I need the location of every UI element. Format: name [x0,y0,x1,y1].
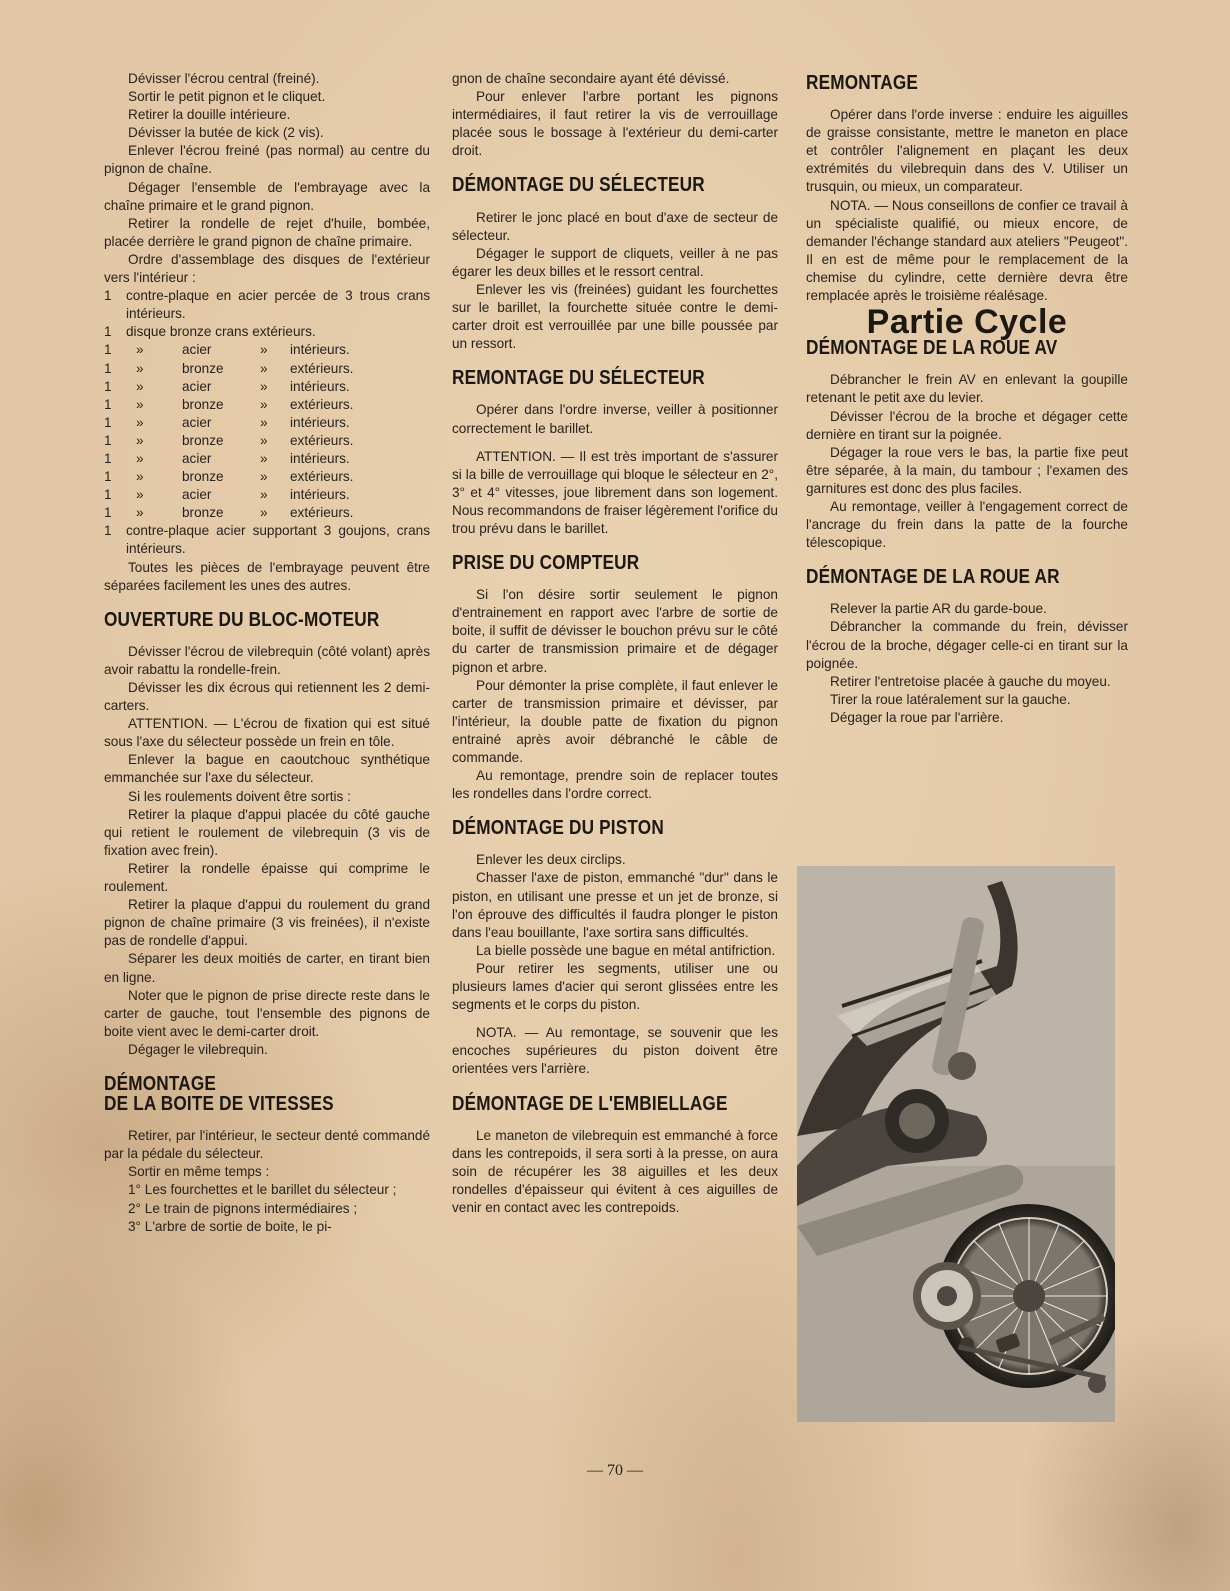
paragraph: Enlever les deux circlips. [476,852,626,868]
paragraph: Dégager la roue par l'arrière. [830,709,1004,725]
paragraph: 1° Les fourchettes et le barillet du sélecteur ; [128,1182,397,1198]
paragraph: Ordre d'assemblage des disques de l'extérieur vers l'intérieur : [104,251,430,286]
disc-row: 1 » acier » intérieurs. [104,342,350,358]
section-heading: OUVERTURE DU BLOC-MOTEUR [104,608,380,631]
paragraph: 3° L'arbre de sortie de boite, le pi- [128,1218,332,1234]
paragraph: Si l'on désire sortir seulement le pignon d'entrainement en rapport avec l'arbre de sortie de boite, il suffit de dévisser le bouchon prévu sur le côté du carter de transmission primaire et de dégager pignon et arbre. [452,587,778,675]
paragraph: Pour retirer les segments, utiliser une ou plusieurs lames d'acier qui seront glissées entre les segments et le corps du piston. [452,960,778,1013]
disc-row: 1 » bronze » extérieurs. [104,360,354,376]
disc-text: contre-plaque en acier percée de 3 trous crans intérieurs. [126,288,430,322]
section-heading: DÉMONTAGE DE LA ROUE AV [806,337,1058,360]
photo-illustration [797,866,1115,1422]
section-heading: DÉMONTAGE DU SÉLECTEUR [452,174,705,197]
disc-count: 1 [104,523,112,539]
column-middle [452,70,778,1217]
disc-item-first [104,287,430,323]
paragraph: Débrancher le frein AV en enlevant la goupille retenant le petit axe du levier. [806,372,1128,406]
paragraph: Pour démonter la prise complète, il faut enlever le carter de transmission primaire et dévisser, par l'intérieur, la double patte de fixation du pignon entrainé après avoir débranché le câble de commande. [452,677,778,765]
paragraph: Retirer la rondelle de rejet d'huile, bombée, placée derrière le grand pignon de chaîne primaire. [104,215,430,249]
wheel-removal-photo [797,866,1115,1422]
paragraph: Le maneton de vilebrequin est emmanché à force dans les contrepoids, il sera sorti à la presse, on aura soin de récupérer les 38 aiguilles et les deux rondelles d'épaisseur qui évitent à ces aiguilles de venir en contact avec les contrepoids. [452,1127,778,1215]
paragraph: Retirer la douille intérieure. [128,107,291,123]
paragraph: ATTENTION. — Il est très important de s'assurer si la bille de verrouillage qui bloque le sélecteur en 2°, 3° et 4° vitesses, joue librement dans son logement. Nous recommandons de fraiser légèrement l'orifice du trou prévu dans le barillet. [452,448,778,536]
paragraph: Dégager l'ensemble de l'embrayage avec la chaîne primaire et le grand pignon. [104,179,430,213]
section-heading: DÉMONTAGE [104,1072,217,1095]
paragraph: Enlever l'écrou freiné (pas normal) au centre du pignon de chaîne. [104,143,430,177]
section-heading: DÉMONTAGE DE LA ROUE AR [806,566,1060,589]
paragraph: Débrancher la commande du frein, dévisser l'écrou de la broche, dégager celle-ci en tirant sur la poignée. [806,619,1128,671]
disc-row: 1 » bronze » extérieurs. [104,396,354,412]
paragraph: Au remontage, veiller à l'engagement correct de l'ancrage du frein dans la patte de la fourche télescopique. [806,498,1128,551]
paragraph: Sortir en même temps : [128,1164,270,1180]
paragraph: 2° Le train de pignons intermédiaires ; [128,1200,358,1216]
paragraph: Dévisser la butée de kick (2 vis). [128,125,324,141]
paragraph: La bielle possède une bague en métal antifriction. [476,942,776,958]
paragraph: Dévisser l'écrou central (freiné). [128,71,320,86]
paragraph: Opérer dans l'ordre inverse, veiller à positionner correctement le barillet. [452,402,778,436]
section-heading: DÉMONTAGE DU PISTON [452,817,664,840]
disc-row: 1 » bronze » extérieurs. [104,432,354,448]
disc-count: 1 [104,324,112,340]
disc-row: 1 » acier » intérieurs. [104,450,350,466]
disc-row: 1 » acier » intérieurs. [104,487,350,503]
paragraph: Enlever les vis (freinées) guidant les fourchettes sur le barillet, la fourchette située contre le demi-carter droit est verrouillée par une bille poussée par un ressort. [452,281,778,352]
paragraph: Relever la partie AR du garde-boue. [830,601,1047,617]
section-heading: REMONTAGE DU SÉLECTEUR [452,367,705,390]
paragraph: Toutes les pièces de l'embrayage peuvent être séparées facilement les unes des autres. [104,559,430,593]
paragraph: Retirer l'entretoise placée à gauche du moyeu. [830,673,1111,689]
paragraph: Dévisser l'écrou de vilebrequin (côté volant) après avoir rabattu la rondelle-frein. [104,643,430,677]
disc-row: 1 » bronze » extérieurs. [104,505,354,521]
paragraph: Retirer la plaque d'appui du roulement du grand pignon de chaîne primaire (3 vis freinées), il n'existe pas de rondelle d'appui. [104,897,430,949]
paragraph: ATTENTION. — L'écrou de fixation qui est situé sous l'axe du sélecteur possède un frein en tôle. [104,716,430,750]
paragraph: Retirer, par l'intérieur, le secteur denté commandé par la pédale du sélecteur. [104,1128,430,1162]
column-right [806,70,1128,727]
paragraph: Dégager le support de cliquets, veiller à ne pas égarer les deux billes et le ressort central. [452,245,778,279]
paragraph: NOTA. — Nous conseillons de confier ce travail à un spécialiste qualifié, ou mieux encore, de demander l'échange standard aux ateliers "Peugeot". Il en est de même pour le remplacement de la chemise du cylindre, cette dernière devra être remplacée après le troisième réalésage. [806,197,1128,304]
paragraph: Dévisser l'écrou de la broche et dégager cette dernière en tirant sur la poignée. [806,408,1128,442]
paragraph: Tirer la roue latéralement sur la gauche. [830,691,1071,707]
paragraph: Dévisser les dix écrous qui retiennent les 2 demi-carters. [104,680,430,714]
paragraph: Noter que le pignon de prise directe reste dans le carter de gauche, tout l'ensemble des pignons de boite vient avec le demi-carter droit. [104,987,430,1039]
column-left [104,70,430,1236]
disc-item-last [104,522,430,558]
paragraph: Si les roulements doivent être sortis : [128,788,351,804]
section-heading: DÉMONTAGE DE L'EMBIELLAGE [452,1092,728,1115]
section-heading: DE LA BOITE DE VITESSES [104,1093,334,1116]
disc-row: 1 » acier » intérieurs. [104,378,350,394]
page-number: — 70 — [587,1462,643,1479]
disc-text: disque bronze crans extérieurs. [126,324,316,340]
disc-row: 1 » bronze » extérieurs. [104,469,354,485]
disc-count: 1 [104,288,112,304]
section-heading: REMONTAGE [806,72,919,94]
paragraph: Dégager la roue vers le bas, la partie fixe peut être séparée, à la main, du tambour ; l'examen des garnitures est donc des plus faciles. [806,444,1128,496]
paragraph: Au remontage, prendre soin de replacer toutes les rondelles dans l'ordre correct. [452,768,778,802]
paragraph: NOTA. — Au remontage, se souvenir que les encoches supérieures du piston doivent être orientées vers l'arrière. [452,1025,778,1077]
disc-text: contre-plaque acier supportant 3 goujons, crans intérieurs. [126,523,430,557]
section-heading: PRISE DU COMPTEUR [452,552,640,575]
paragraph: Retirer le jonc placé en bout d'axe de secteur de sélecteur. [452,209,778,243]
paragraph: Retirer la plaque d'appui placée du côté gauche qui retient le roulement de vilebrequin (3 vis de fixation avec frein). [104,806,430,858]
paragraph: Pour enlever l'arbre portant les pignons intermédiaires, il faut retirer la vis de verrouillage placée sous le bossage à l'extérieur du demi-carter droit. [452,89,778,159]
disc-row: 1 » acier » intérieurs. [104,414,350,430]
paragraph: Opérer dans l'orde inverse : enduire les aiguilles de graisse consistante, mettre le maneton en place et contrôler l'alignement en plaçant les deux extrémités du vilebrequin dans des V. Utiliser un trusquin, ou mieux, un comparateur. [806,107,1128,195]
paragraph: Enlever la bague en caoutchouc synthétique emmanchée sur l'axe du sélecteur. [104,752,430,786]
disc-table [104,341,430,522]
paragraph: Séparer les deux moitiés de carter, en tirant bien en ligne. [104,951,430,985]
paragraph: Chasser l'axe de piston, emmanché "dur" dans le piston, en utilisant une presse et un jet de bronze, si l'on éprouve des difficultés il faudra plonger le piston dans l'eau bouillante, l'axe sortira sans difficultés. [452,870,778,940]
paragraph: Retirer la rondelle épaisse qui comprime le roulement. [104,860,430,895]
part-title: Partie Cycle [866,303,1068,342]
disc-item-second [104,323,430,341]
paragraph: Dégager le vilebrequin. [128,1041,268,1057]
paragraph: Sortir le petit pignon et le cliquet. [128,89,326,105]
paragraph: gnon de chaîne secondaire ayant été dévissé. [452,71,730,86]
